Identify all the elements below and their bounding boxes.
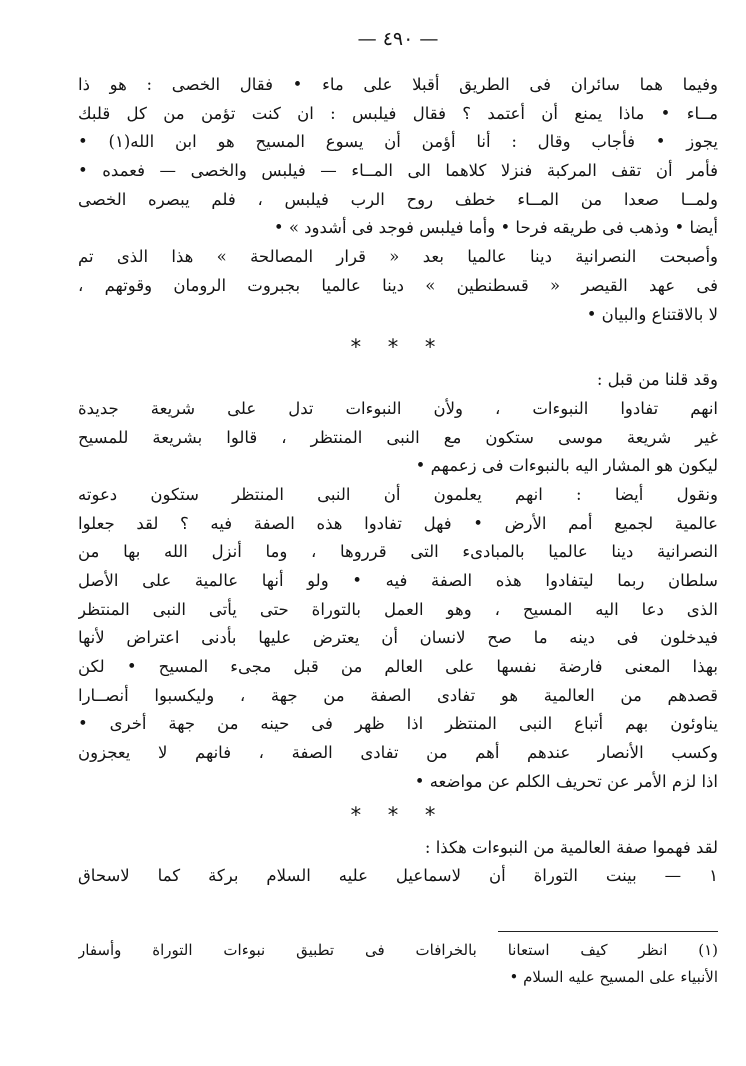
section-separator: * * * — [350, 335, 446, 360]
text-line: يناوئون بهم أتباع النبى المنتظر اذا ظهر فى حينه من جهة أخرى • — [78, 714, 718, 734]
text-line: فأمر أن تقف المركبة فنزلا كلاهما الى المــاء — فيلبس والخصى — فعمده • — [78, 161, 718, 181]
text-line: وفيما هما سائران فى الطريق أقبلا على ماء • فقال الخصى : هو ذا — [78, 75, 718, 94]
text-line: سلطان ربما ليتفادوا هذه الصفة فيه • ولو أنها عالمية على الأصل — [78, 571, 718, 590]
text-line: غير شريعة موسى ستكون مع النبى المنتظر ، قالوا بشريعة للمسيح — [78, 427, 718, 447]
text-line: ولمــا صعدا من المــاء خطف روح الرب فيلبس ، فلم يبصره الخصى — [78, 189, 718, 209]
body-text — [78, 71, 718, 891]
text-line: فيدخلون فى دينه ما صح لانسان أن يعترض عليها بأدنى اعتراض لأنها — [78, 628, 718, 648]
text-line: لا بالاقتناع والبيان • — [586, 304, 718, 324]
text-line: اذا لزم الأمر عن تحريف الكلم عن مواضعه • — [414, 771, 718, 791]
text-line: قصدهم من العالمية هو تفادى الصفة من جهة ، وليكسبوا أنصــارا — [78, 685, 718, 705]
text-line: انهم تفادوا النبوءات ، ولأن النبوءات تدل على شريعة جديدة — [78, 398, 718, 418]
text-line: مــاء • ماذا يمنع أن أعتمد ؟ فقال فيلبس : ان كنت تؤمن من كل قلبك — [78, 103, 718, 123]
text-line: يجوز • فأجاب وقال : أنا أؤمن أن يسوع المسيح هو ابن الله(١) • — [78, 132, 718, 152]
footnote-divider — [498, 931, 718, 932]
text-line: ١ — بينت التوراة أن لاسماعيل عليه السلام بركة كما لاسحاق — [78, 866, 718, 886]
book-page — [78, 0, 718, 1066]
text-line: وقد قلنا من قبل : — [596, 370, 718, 390]
text-line: أيضا • وذهب فى طريقه فرحا • وأما فيلبس فوجد فى أشدود » • — [273, 218, 718, 238]
text-line: عالمية لجميع أمم الأرض • فهل تفادوا هذه الصفة فيه ؟ لقد جعلوا — [78, 513, 718, 533]
page-number: — ٤٩٠ — — [357, 28, 439, 50]
text-line: وكسب الأنصار عندهم أهم من تفادى الصفة ، فانهم لا يعجزون — [78, 743, 718, 763]
section-separator: * * * — [350, 802, 446, 827]
text-line: وأصبحت النصرانية دينا عالميا بعد « قرار المصالحة » هذا الذى تم — [78, 247, 718, 267]
text-line: ونقول أيضا : انهم يعلمون أن النبى المنتظر ستكون دعوته — [78, 484, 718, 504]
text-line: ليكون هو المشار اليه بالنبوءات فى زعمهم • — [415, 456, 718, 476]
text-line: فى عهد القيصر « قسطنطين » دينا عالميا بجبروت الرومان وقوتهم ، — [78, 275, 718, 295]
text-line: النصرانية دينا عالميا بالمبادىء التى قرروها ، وما أنزل الله بها من — [78, 542, 718, 562]
footnote-line: الأنبياء على المسيح عليه السلام • — [509, 968, 718, 986]
text-line: لقد فهموا صفة العالمية من النبوءات هكذا : — [424, 837, 718, 857]
text-line: بهذا المعنى فارضة نفسها على العالم من قبل مجىء المسيح • لكن — [78, 657, 718, 677]
footnote-line: (١) انظر كيف استعانا بالخرافات فى تطبيق نبوءات التوراة وأسفار — [78, 941, 718, 959]
footnotes — [78, 937, 718, 991]
text-line: الذى دعا اليه المسيح ، وهو العمل بالتوراة حتى يأتى النبى المنتظر — [78, 599, 718, 619]
